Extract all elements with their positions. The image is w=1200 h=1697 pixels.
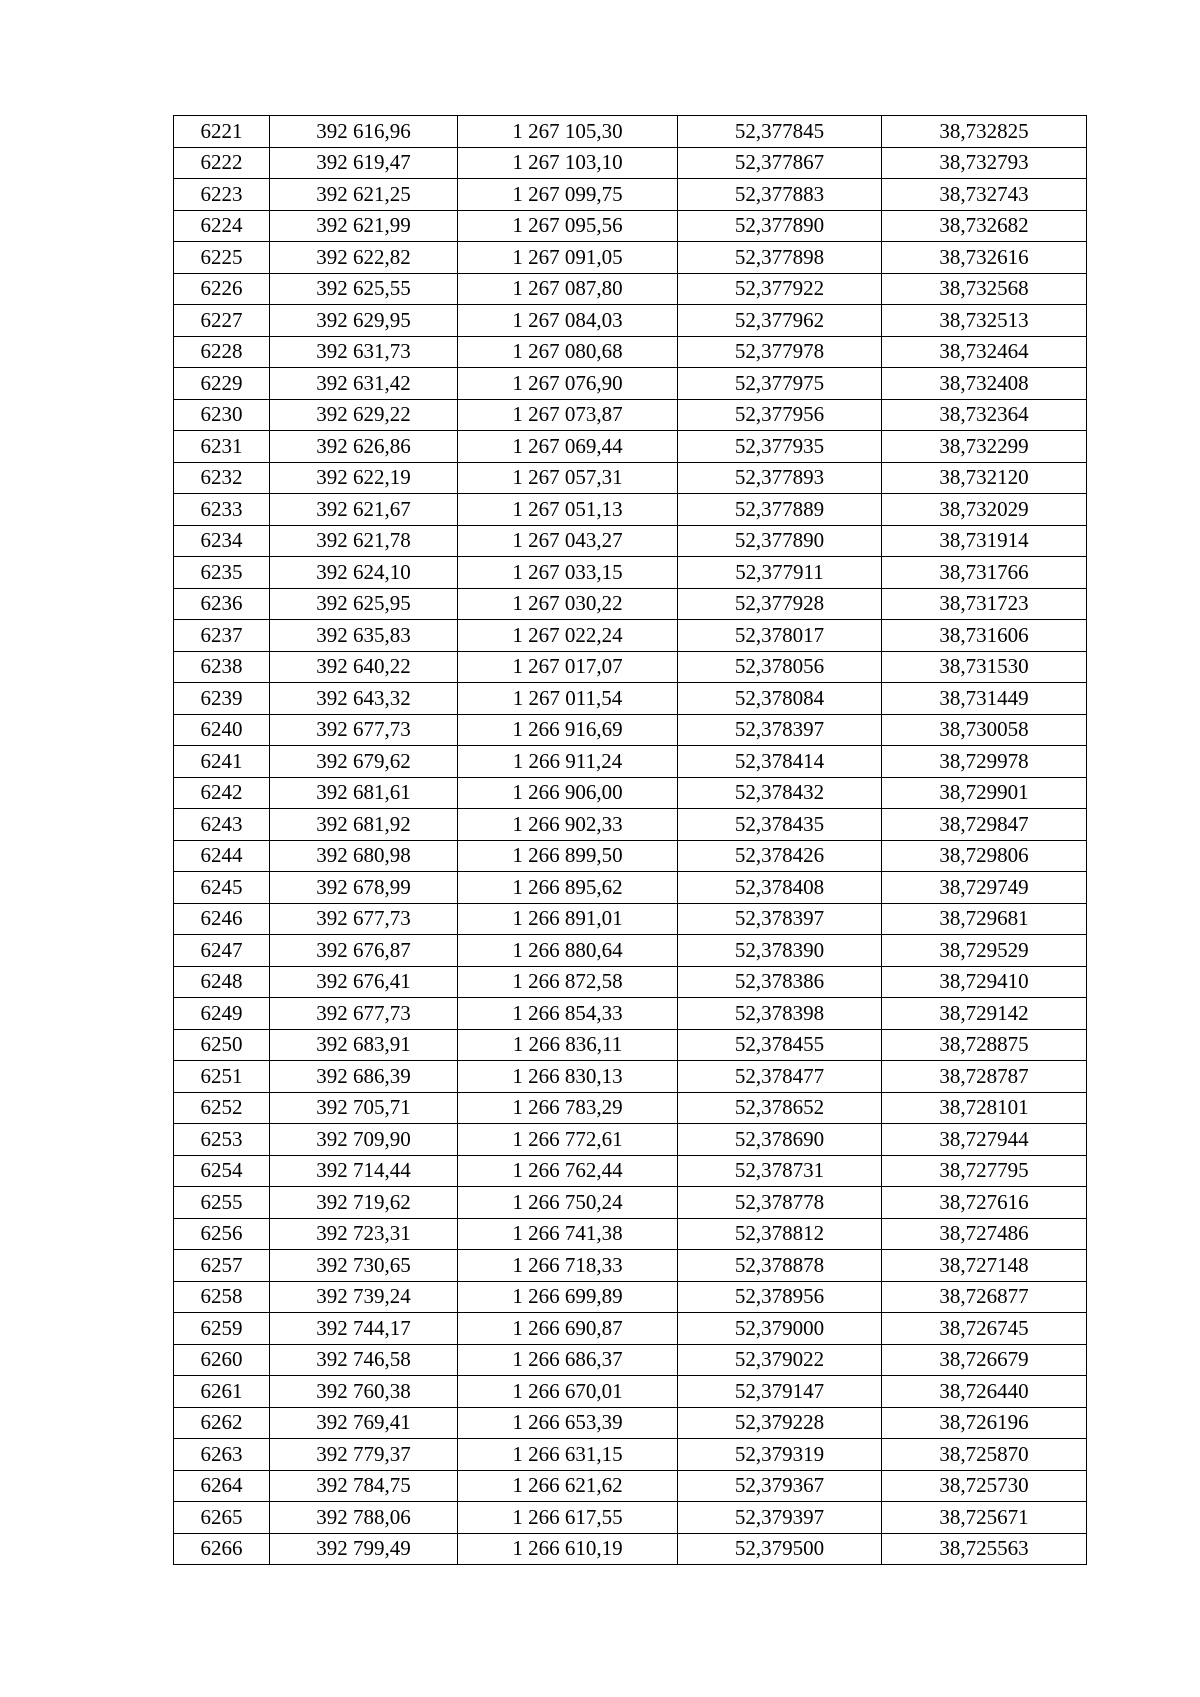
longitude-cell: 38,732616 — [882, 242, 1087, 274]
latitude-cell: 52,377898 — [678, 242, 882, 274]
y-coordinate-cell: 1 266 741,38 — [458, 1218, 678, 1250]
x-coordinate-cell: 392 744,17 — [270, 1313, 458, 1345]
table-row — [174, 840, 1087, 872]
table-row — [174, 1470, 1087, 1502]
longitude-cell: 38,729142 — [882, 998, 1087, 1030]
longitude-cell: 38,726877 — [882, 1281, 1087, 1313]
y-coordinate-cell: 1 267 105,30 — [458, 116, 678, 148]
table-row — [174, 777, 1087, 809]
point-number-cell: 6250 — [174, 1029, 270, 1061]
y-coordinate-cell: 1 267 080,68 — [458, 336, 678, 368]
x-coordinate-cell: 392 779,37 — [270, 1439, 458, 1471]
table-row — [174, 1313, 1087, 1345]
longitude-cell: 38,731530 — [882, 651, 1087, 683]
y-coordinate-cell: 1 266 699,89 — [458, 1281, 678, 1313]
latitude-cell: 52,378435 — [678, 809, 882, 841]
table-row — [174, 494, 1087, 526]
point-number-cell: 6244 — [174, 840, 270, 872]
x-coordinate-cell: 392 625,95 — [270, 588, 458, 620]
point-number-cell: 6229 — [174, 368, 270, 400]
latitude-cell: 52,379228 — [678, 1407, 882, 1439]
y-coordinate-cell: 1 267 091,05 — [458, 242, 678, 274]
y-coordinate-cell: 1 266 783,29 — [458, 1092, 678, 1124]
table-row — [174, 998, 1087, 1030]
latitude-cell: 52,378878 — [678, 1250, 882, 1282]
y-coordinate-cell: 1 267 043,27 — [458, 525, 678, 557]
longitude-cell: 38,729749 — [882, 872, 1087, 904]
y-coordinate-cell: 1 267 033,15 — [458, 557, 678, 589]
longitude-cell: 38,729529 — [882, 935, 1087, 967]
x-coordinate-cell: 392 621,99 — [270, 210, 458, 242]
longitude-cell: 38,727148 — [882, 1250, 1087, 1282]
latitude-cell: 52,377890 — [678, 210, 882, 242]
x-coordinate-cell: 392 739,24 — [270, 1281, 458, 1313]
latitude-cell: 52,379319 — [678, 1439, 882, 1471]
y-coordinate-cell: 1 266 610,19 — [458, 1533, 678, 1565]
point-number-cell: 6251 — [174, 1061, 270, 1093]
point-number-cell: 6248 — [174, 966, 270, 998]
point-number-cell: 6243 — [174, 809, 270, 841]
point-number-cell: 6232 — [174, 462, 270, 494]
point-number-cell: 6231 — [174, 431, 270, 463]
y-coordinate-cell: 1 267 073,87 — [458, 399, 678, 431]
point-number-cell: 6225 — [174, 242, 270, 274]
point-number-cell: 6239 — [174, 683, 270, 715]
point-number-cell: 6224 — [174, 210, 270, 242]
latitude-cell: 52,379397 — [678, 1502, 882, 1534]
longitude-cell: 38,727486 — [882, 1218, 1087, 1250]
x-coordinate-cell: 392 784,75 — [270, 1470, 458, 1502]
y-coordinate-cell: 1 267 099,75 — [458, 179, 678, 211]
latitude-cell: 52,379022 — [678, 1344, 882, 1376]
y-coordinate-cell: 1 266 617,55 — [458, 1502, 678, 1534]
point-number-cell: 6265 — [174, 1502, 270, 1534]
latitude-cell: 52,377962 — [678, 305, 882, 337]
y-coordinate-cell: 1 266 872,58 — [458, 966, 678, 998]
x-coordinate-cell: 392 616,96 — [270, 116, 458, 148]
latitude-cell: 52,378778 — [678, 1187, 882, 1219]
latitude-cell: 52,377928 — [678, 588, 882, 620]
y-coordinate-cell: 1 266 836,11 — [458, 1029, 678, 1061]
table-row — [174, 1061, 1087, 1093]
latitude-cell: 52,377978 — [678, 336, 882, 368]
x-coordinate-cell: 392 635,83 — [270, 620, 458, 652]
latitude-cell: 52,378084 — [678, 683, 882, 715]
latitude-cell: 52,379000 — [678, 1313, 882, 1345]
latitude-cell: 52,377889 — [678, 494, 882, 526]
x-coordinate-cell: 392 723,31 — [270, 1218, 458, 1250]
table-row — [174, 1250, 1087, 1282]
point-number-cell: 6235 — [174, 557, 270, 589]
latitude-cell: 52,378397 — [678, 903, 882, 935]
table-row — [174, 1439, 1087, 1471]
table-row — [174, 683, 1087, 715]
table-row — [174, 651, 1087, 683]
y-coordinate-cell: 1 266 916,69 — [458, 714, 678, 746]
y-coordinate-cell: 1 266 772,61 — [458, 1124, 678, 1156]
x-coordinate-cell: 392 683,91 — [270, 1029, 458, 1061]
longitude-cell: 38,729847 — [882, 809, 1087, 841]
table-row — [174, 1376, 1087, 1408]
y-coordinate-cell: 1 266 895,62 — [458, 872, 678, 904]
y-coordinate-cell: 1 266 899,50 — [458, 840, 678, 872]
y-coordinate-cell: 1 266 686,37 — [458, 1344, 678, 1376]
y-coordinate-cell: 1 267 051,13 — [458, 494, 678, 526]
longitude-cell: 38,730058 — [882, 714, 1087, 746]
x-coordinate-cell: 392 677,73 — [270, 998, 458, 1030]
y-coordinate-cell: 1 266 750,24 — [458, 1187, 678, 1219]
longitude-cell: 38,732364 — [882, 399, 1087, 431]
x-coordinate-cell: 392 629,22 — [270, 399, 458, 431]
table-row — [174, 210, 1087, 242]
point-number-cell: 6226 — [174, 273, 270, 305]
y-coordinate-cell: 1 267 076,90 — [458, 368, 678, 400]
table-row — [174, 1092, 1087, 1124]
y-coordinate-cell: 1 267 011,54 — [458, 683, 678, 715]
x-coordinate-cell: 392 709,90 — [270, 1124, 458, 1156]
x-coordinate-cell: 392 799,49 — [270, 1533, 458, 1565]
latitude-cell: 52,378017 — [678, 620, 882, 652]
longitude-cell: 38,725870 — [882, 1439, 1087, 1471]
latitude-cell: 52,378731 — [678, 1155, 882, 1187]
longitude-cell: 38,727795 — [882, 1155, 1087, 1187]
longitude-cell: 38,729410 — [882, 966, 1087, 998]
y-coordinate-cell: 1 267 030,22 — [458, 588, 678, 620]
y-coordinate-cell: 1 266 906,00 — [458, 777, 678, 809]
point-number-cell: 6245 — [174, 872, 270, 904]
longitude-cell: 38,728875 — [882, 1029, 1087, 1061]
longitude-cell: 38,729681 — [882, 903, 1087, 935]
latitude-cell: 52,377922 — [678, 273, 882, 305]
latitude-cell: 52,378812 — [678, 1218, 882, 1250]
x-coordinate-cell: 392 678,99 — [270, 872, 458, 904]
table-row — [174, 620, 1087, 652]
x-coordinate-cell: 392 676,41 — [270, 966, 458, 998]
longitude-cell: 38,726196 — [882, 1407, 1087, 1439]
point-number-cell: 6249 — [174, 998, 270, 1030]
x-coordinate-cell: 392 621,67 — [270, 494, 458, 526]
longitude-cell: 38,729901 — [882, 777, 1087, 809]
y-coordinate-cell: 1 266 891,01 — [458, 903, 678, 935]
y-coordinate-cell: 1 267 069,44 — [458, 431, 678, 463]
x-coordinate-cell: 392 788,06 — [270, 1502, 458, 1534]
y-coordinate-cell: 1 267 022,24 — [458, 620, 678, 652]
longitude-cell: 38,731606 — [882, 620, 1087, 652]
longitude-cell: 38,732825 — [882, 116, 1087, 148]
latitude-cell: 52,378386 — [678, 966, 882, 998]
x-coordinate-cell: 392 677,73 — [270, 903, 458, 935]
table-row — [174, 746, 1087, 778]
table-row — [174, 966, 1087, 998]
table-row — [174, 116, 1087, 148]
longitude-cell: 38,731766 — [882, 557, 1087, 589]
longitude-cell: 38,732793 — [882, 147, 1087, 179]
x-coordinate-cell: 392 640,22 — [270, 651, 458, 683]
latitude-cell: 52,379500 — [678, 1533, 882, 1565]
table-row — [174, 368, 1087, 400]
table-row — [174, 1281, 1087, 1313]
point-number-cell: 6241 — [174, 746, 270, 778]
point-number-cell: 6253 — [174, 1124, 270, 1156]
table-row — [174, 305, 1087, 337]
table-row — [174, 242, 1087, 274]
longitude-cell: 38,732120 — [882, 462, 1087, 494]
point-number-cell: 6254 — [174, 1155, 270, 1187]
latitude-cell: 52,379147 — [678, 1376, 882, 1408]
table-row — [174, 336, 1087, 368]
longitude-cell: 38,725730 — [882, 1470, 1087, 1502]
point-number-cell: 6222 — [174, 147, 270, 179]
latitude-cell: 52,377975 — [678, 368, 882, 400]
point-number-cell: 6234 — [174, 525, 270, 557]
x-coordinate-cell: 392 676,87 — [270, 935, 458, 967]
longitude-cell: 38,728787 — [882, 1061, 1087, 1093]
longitude-cell: 38,731723 — [882, 588, 1087, 620]
y-coordinate-cell: 1 266 902,33 — [458, 809, 678, 841]
point-number-cell: 6240 — [174, 714, 270, 746]
y-coordinate-cell: 1 266 718,33 — [458, 1250, 678, 1282]
latitude-cell: 52,377883 — [678, 179, 882, 211]
point-number-cell: 6257 — [174, 1250, 270, 1282]
x-coordinate-cell: 392 621,78 — [270, 525, 458, 557]
x-coordinate-cell: 392 679,62 — [270, 746, 458, 778]
longitude-cell: 38,728101 — [882, 1092, 1087, 1124]
point-number-cell: 6230 — [174, 399, 270, 431]
point-number-cell: 6221 — [174, 116, 270, 148]
longitude-cell: 38,731449 — [882, 683, 1087, 715]
latitude-cell: 52,378477 — [678, 1061, 882, 1093]
coordinates-table — [173, 115, 1087, 1565]
y-coordinate-cell: 1 266 911,24 — [458, 746, 678, 778]
latitude-cell: 52,378414 — [678, 746, 882, 778]
point-number-cell: 6238 — [174, 651, 270, 683]
longitude-cell: 38,732464 — [882, 336, 1087, 368]
latitude-cell: 52,378390 — [678, 935, 882, 967]
table-row — [174, 872, 1087, 904]
latitude-cell: 52,377893 — [678, 462, 882, 494]
point-number-cell: 6228 — [174, 336, 270, 368]
point-number-cell: 6223 — [174, 179, 270, 211]
latitude-cell: 52,377890 — [678, 525, 882, 557]
point-number-cell: 6264 — [174, 1470, 270, 1502]
y-coordinate-cell: 1 266 762,44 — [458, 1155, 678, 1187]
latitude-cell: 52,379367 — [678, 1470, 882, 1502]
latitude-cell: 52,377911 — [678, 557, 882, 589]
table-row — [174, 1218, 1087, 1250]
longitude-cell: 38,726679 — [882, 1344, 1087, 1376]
x-coordinate-cell: 392 681,92 — [270, 809, 458, 841]
longitude-cell: 38,732408 — [882, 368, 1087, 400]
y-coordinate-cell: 1 266 830,13 — [458, 1061, 678, 1093]
y-coordinate-cell: 1 267 057,31 — [458, 462, 678, 494]
x-coordinate-cell: 392 746,58 — [270, 1344, 458, 1376]
y-coordinate-cell: 1 267 087,80 — [458, 273, 678, 305]
latitude-cell: 52,378056 — [678, 651, 882, 683]
longitude-cell: 38,725671 — [882, 1502, 1087, 1534]
y-coordinate-cell: 1 266 690,87 — [458, 1313, 678, 1345]
longitude-cell: 38,729978 — [882, 746, 1087, 778]
longitude-cell: 38,726440 — [882, 1376, 1087, 1408]
table-row — [174, 809, 1087, 841]
x-coordinate-cell: 392 624,10 — [270, 557, 458, 589]
latitude-cell: 52,377956 — [678, 399, 882, 431]
y-coordinate-cell: 1 266 621,62 — [458, 1470, 678, 1502]
latitude-cell: 52,378432 — [678, 777, 882, 809]
table-row — [174, 431, 1087, 463]
latitude-cell: 52,378690 — [678, 1124, 882, 1156]
x-coordinate-cell: 392 714,44 — [270, 1155, 458, 1187]
point-number-cell: 6260 — [174, 1344, 270, 1376]
table-row — [174, 399, 1087, 431]
table-row — [174, 557, 1087, 589]
longitude-cell: 38,732568 — [882, 273, 1087, 305]
table-row — [174, 903, 1087, 935]
y-coordinate-cell: 1 266 854,33 — [458, 998, 678, 1030]
point-number-cell: 6262 — [174, 1407, 270, 1439]
y-coordinate-cell: 1 267 103,10 — [458, 147, 678, 179]
x-coordinate-cell: 392 622,82 — [270, 242, 458, 274]
longitude-cell: 38,729806 — [882, 840, 1087, 872]
longitude-cell: 38,732513 — [882, 305, 1087, 337]
table-row — [174, 273, 1087, 305]
point-number-cell: 6252 — [174, 1092, 270, 1124]
y-coordinate-cell: 1 267 017,07 — [458, 651, 678, 683]
point-number-cell: 6247 — [174, 935, 270, 967]
x-coordinate-cell: 392 626,86 — [270, 431, 458, 463]
x-coordinate-cell: 392 730,65 — [270, 1250, 458, 1282]
longitude-cell: 38,731914 — [882, 525, 1087, 557]
table-row — [174, 1407, 1087, 1439]
latitude-cell: 52,377867 — [678, 147, 882, 179]
table-row — [174, 1344, 1087, 1376]
point-number-cell: 6237 — [174, 620, 270, 652]
x-coordinate-cell: 392 686,39 — [270, 1061, 458, 1093]
point-number-cell: 6256 — [174, 1218, 270, 1250]
table-row — [174, 714, 1087, 746]
point-number-cell: 6261 — [174, 1376, 270, 1408]
x-coordinate-cell: 392 681,61 — [270, 777, 458, 809]
latitude-cell: 52,378956 — [678, 1281, 882, 1313]
x-coordinate-cell: 392 631,73 — [270, 336, 458, 368]
y-coordinate-cell: 1 267 084,03 — [458, 305, 678, 337]
x-coordinate-cell: 392 760,38 — [270, 1376, 458, 1408]
x-coordinate-cell: 392 643,32 — [270, 683, 458, 715]
x-coordinate-cell: 392 629,95 — [270, 305, 458, 337]
table-row — [174, 1502, 1087, 1534]
table-row — [174, 179, 1087, 211]
latitude-cell: 52,378426 — [678, 840, 882, 872]
table-row — [174, 525, 1087, 557]
point-number-cell: 6263 — [174, 1439, 270, 1471]
latitude-cell: 52,378397 — [678, 714, 882, 746]
y-coordinate-cell: 1 266 880,64 — [458, 935, 678, 967]
x-coordinate-cell: 392 680,98 — [270, 840, 458, 872]
table-row — [174, 1029, 1087, 1061]
point-number-cell: 6233 — [174, 494, 270, 526]
y-coordinate-cell: 1 267 095,56 — [458, 210, 678, 242]
longitude-cell: 38,725563 — [882, 1533, 1087, 1565]
x-coordinate-cell: 392 719,62 — [270, 1187, 458, 1219]
point-number-cell: 6242 — [174, 777, 270, 809]
x-coordinate-cell: 392 621,25 — [270, 179, 458, 211]
x-coordinate-cell: 392 631,42 — [270, 368, 458, 400]
y-coordinate-cell: 1 266 653,39 — [458, 1407, 678, 1439]
latitude-cell: 52,378398 — [678, 998, 882, 1030]
longitude-cell: 38,732299 — [882, 431, 1087, 463]
point-number-cell: 6227 — [174, 305, 270, 337]
longitude-cell: 38,732743 — [882, 179, 1087, 211]
x-coordinate-cell: 392 677,73 — [270, 714, 458, 746]
x-coordinate-cell: 392 622,19 — [270, 462, 458, 494]
table-row — [174, 1187, 1087, 1219]
table-row — [174, 935, 1087, 967]
y-coordinate-cell: 1 266 670,01 — [458, 1376, 678, 1408]
point-number-cell: 6266 — [174, 1533, 270, 1565]
point-number-cell: 6246 — [174, 903, 270, 935]
coordinates-table-body — [174, 116, 1087, 1565]
point-number-cell: 6258 — [174, 1281, 270, 1313]
point-number-cell: 6255 — [174, 1187, 270, 1219]
latitude-cell: 52,377845 — [678, 116, 882, 148]
x-coordinate-cell: 392 769,41 — [270, 1407, 458, 1439]
latitude-cell: 52,378455 — [678, 1029, 882, 1061]
longitude-cell: 38,727944 — [882, 1124, 1087, 1156]
latitude-cell: 52,378652 — [678, 1092, 882, 1124]
y-coordinate-cell: 1 266 631,15 — [458, 1439, 678, 1471]
table-row — [174, 1124, 1087, 1156]
longitude-cell: 38,732029 — [882, 494, 1087, 526]
x-coordinate-cell: 392 625,55 — [270, 273, 458, 305]
table-row — [174, 1155, 1087, 1187]
table-row — [174, 1533, 1087, 1565]
longitude-cell: 38,726745 — [882, 1313, 1087, 1345]
point-number-cell: 6259 — [174, 1313, 270, 1345]
table-row — [174, 588, 1087, 620]
point-number-cell: 6236 — [174, 588, 270, 620]
longitude-cell: 38,732682 — [882, 210, 1087, 242]
latitude-cell: 52,377935 — [678, 431, 882, 463]
latitude-cell: 52,378408 — [678, 872, 882, 904]
table-row — [174, 147, 1087, 179]
longitude-cell: 38,727616 — [882, 1187, 1087, 1219]
table-row — [174, 462, 1087, 494]
x-coordinate-cell: 392 619,47 — [270, 147, 458, 179]
x-coordinate-cell: 392 705,71 — [270, 1092, 458, 1124]
